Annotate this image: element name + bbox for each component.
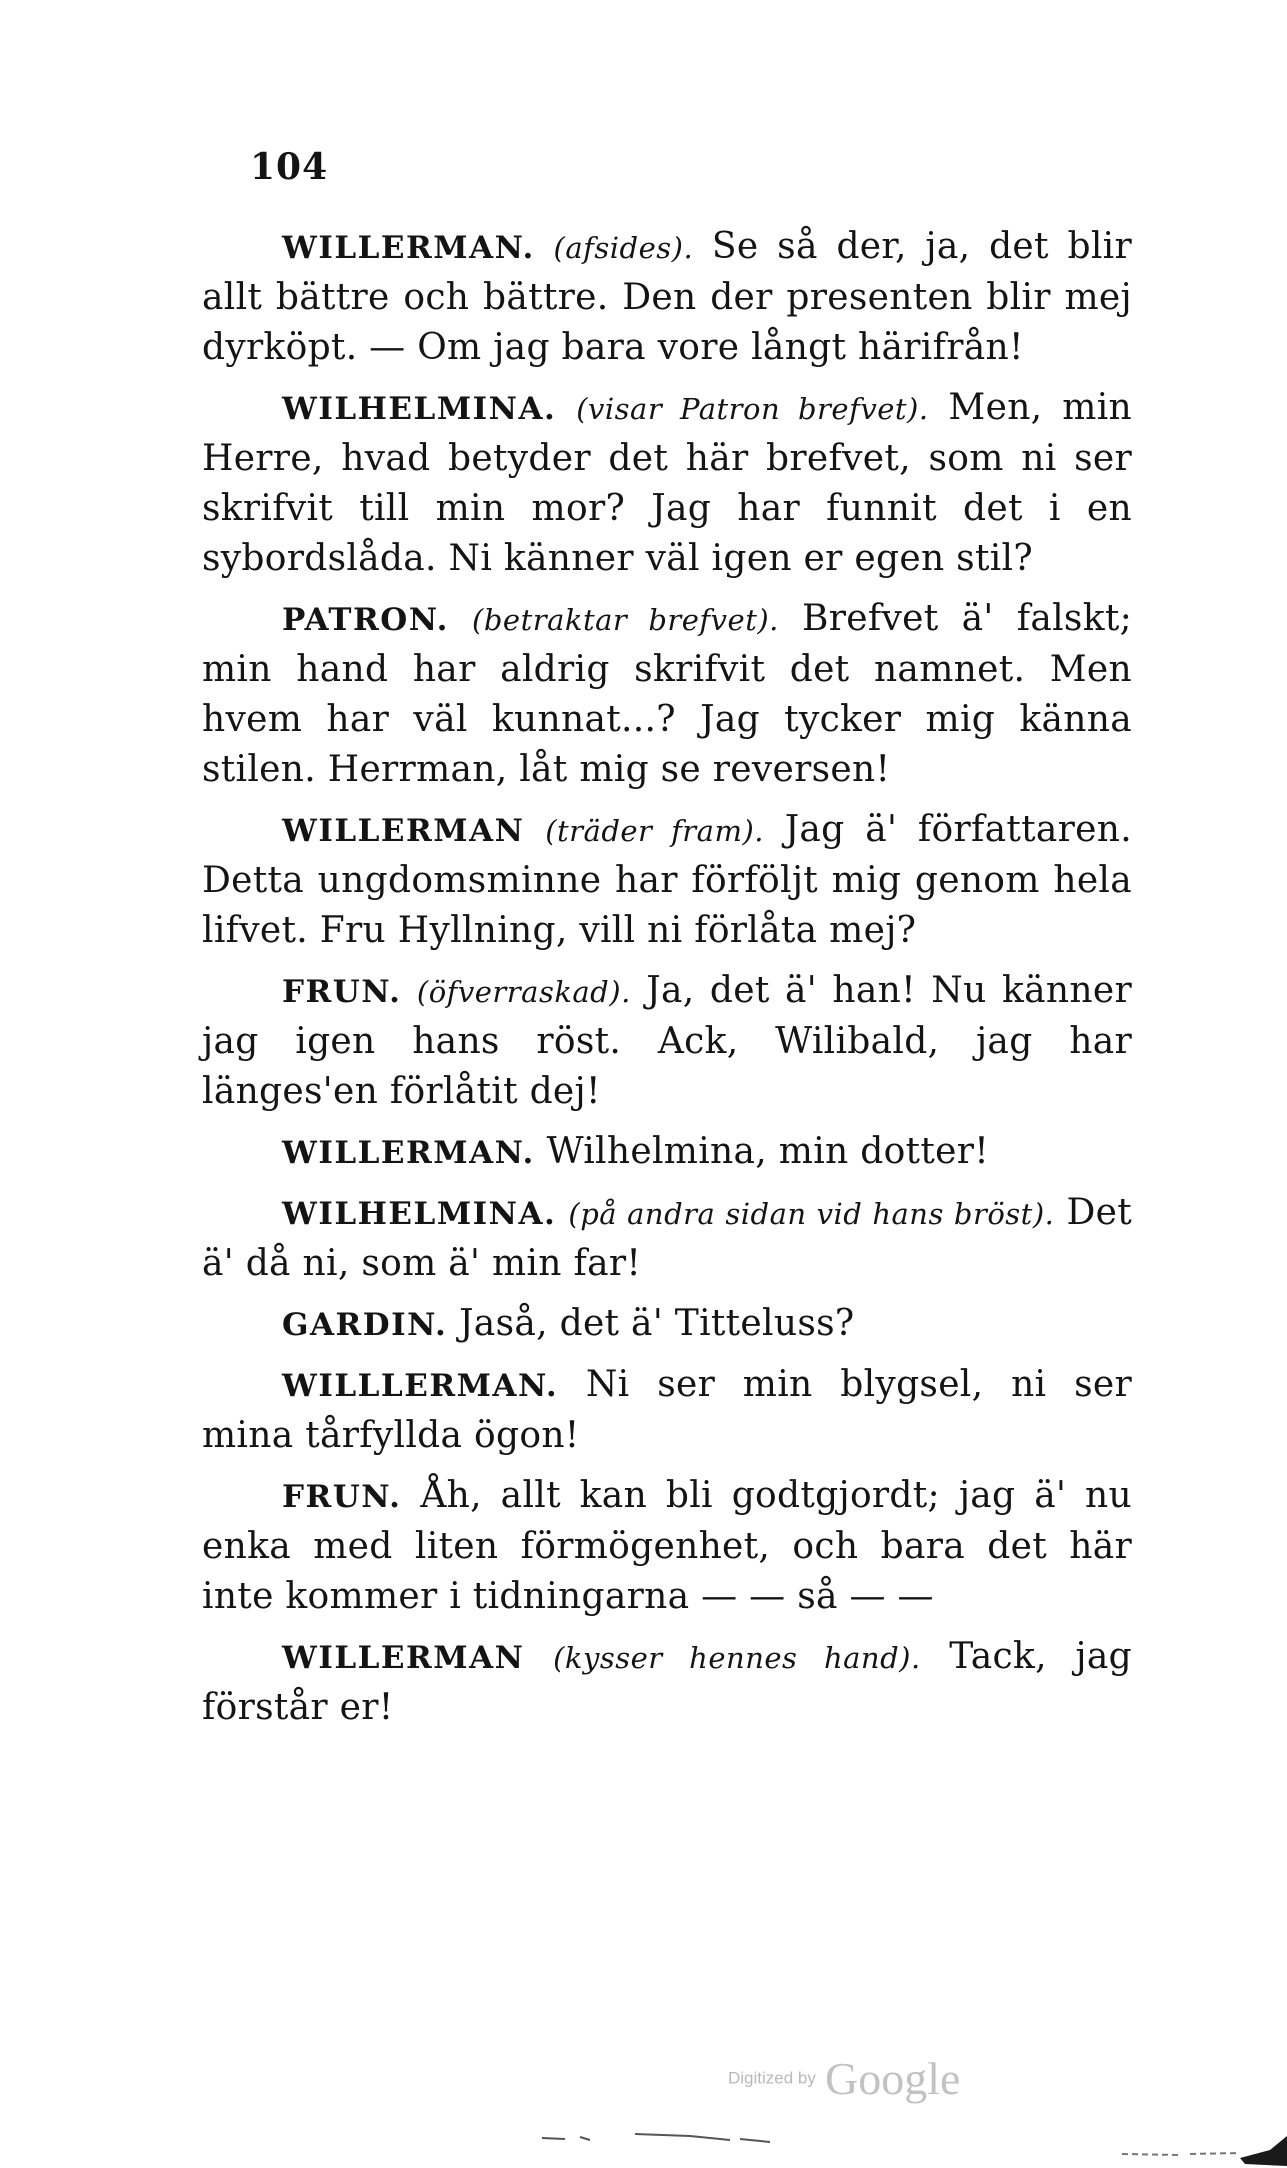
speech xyxy=(202,594,1132,795)
speech xyxy=(202,1360,1132,1461)
speech-text: Ja, det ä' han! Nu känner jag igen hans röst. Ack, Wilibald, jag har länges'en förlåtit dej! xyxy=(202,970,1132,1112)
speech xyxy=(202,1188,1132,1289)
speaker-name: FRUN. xyxy=(282,974,402,1010)
speaker-name: WILHELMINA. xyxy=(282,1196,557,1232)
speaker-name: WILHELMINA. xyxy=(282,391,557,427)
scan-smudge xyxy=(540,2130,840,2144)
speech-text: Tack, jag förstår er! xyxy=(202,1636,1132,1728)
scan-smudge xyxy=(1120,2128,1287,2166)
speech-text: Brefvet ä' falskt; min hand har aldrig skrifvit det namnet. Men hvem har väl kunnat...? Jag tycker mig känna stilen. Herrman, låt mig se reversen! xyxy=(202,598,1133,790)
speaker-name: WILLLERMAN. xyxy=(282,1368,559,1404)
page-number: 104 xyxy=(250,146,329,188)
stage-direction: (afsides). xyxy=(553,231,694,265)
speaker-name: WILLERMAN xyxy=(282,813,525,849)
speaker-name: GARDIN. xyxy=(282,1307,448,1343)
digitized-by-google-watermark xyxy=(728,2052,960,2105)
stage-direction: (visar Patron brefvet). xyxy=(576,392,929,426)
watermark-prefix: Digitized by xyxy=(728,2068,816,2088)
speech-text: Det ä' då ni, som ä' min far! xyxy=(202,1192,1132,1284)
speech-text: Men, min Herre, hvad betyder det här brefvet, som ni ser skrifvit till min mor? Jag har funnit det i en sybordslåda. Ni känner väl igen er egen stil? xyxy=(202,387,1133,579)
speech-text: Se så der, ja, det blir allt bättre och bättre. Den der presenten blir mej dyrköpt. — Om jag bara vore långt härifrån! xyxy=(202,226,1132,368)
speech xyxy=(202,1299,1132,1350)
speech xyxy=(202,1632,1132,1733)
speaker-name: WILLERMAN. xyxy=(282,1135,535,1171)
speech-text: Jag ä' författaren. Detta ungdomsminne har förföljt mig genom hela lifvet. Fru Hyllning, vill ni förlåta mej? xyxy=(202,809,1132,951)
speech-text: Wilhelmina, min dotter! xyxy=(546,1131,989,1172)
speaker-name: FRUN. xyxy=(282,1479,402,1515)
speech xyxy=(202,805,1132,956)
stage-direction: (träder fram). xyxy=(545,814,764,848)
speaker-name: PATRON. xyxy=(282,602,449,638)
stage-direction: (på andra sidan vid hans bröst). xyxy=(568,1197,1055,1231)
speech-text: Åh, allt kan bli godtgjordt; jag ä' nu enka med liten förmögenhet, och bara det här inte kommer i tidningarna — — så — — xyxy=(202,1475,1133,1617)
speech xyxy=(202,1127,1132,1178)
google-logo: Google xyxy=(824,2053,961,2104)
play-text xyxy=(202,222,1132,1743)
speech xyxy=(202,383,1132,584)
stage-direction: (kysser hennes hand). xyxy=(553,1641,921,1675)
stage-direction: (öfverraskad). xyxy=(416,975,631,1009)
speech-text: Ni ser min blygsel, ni ser mina tårfyllda ögon! xyxy=(202,1364,1132,1456)
speech xyxy=(202,1471,1132,1622)
speech-text: Jaså, det ä' Titteluss? xyxy=(459,1303,855,1344)
speaker-name: WILLERMAN xyxy=(282,1640,525,1676)
speech xyxy=(202,966,1132,1117)
stage-direction: (betraktar brefvet). xyxy=(472,603,779,637)
speaker-name: WILLERMAN. xyxy=(282,230,535,266)
speech xyxy=(202,222,1132,373)
